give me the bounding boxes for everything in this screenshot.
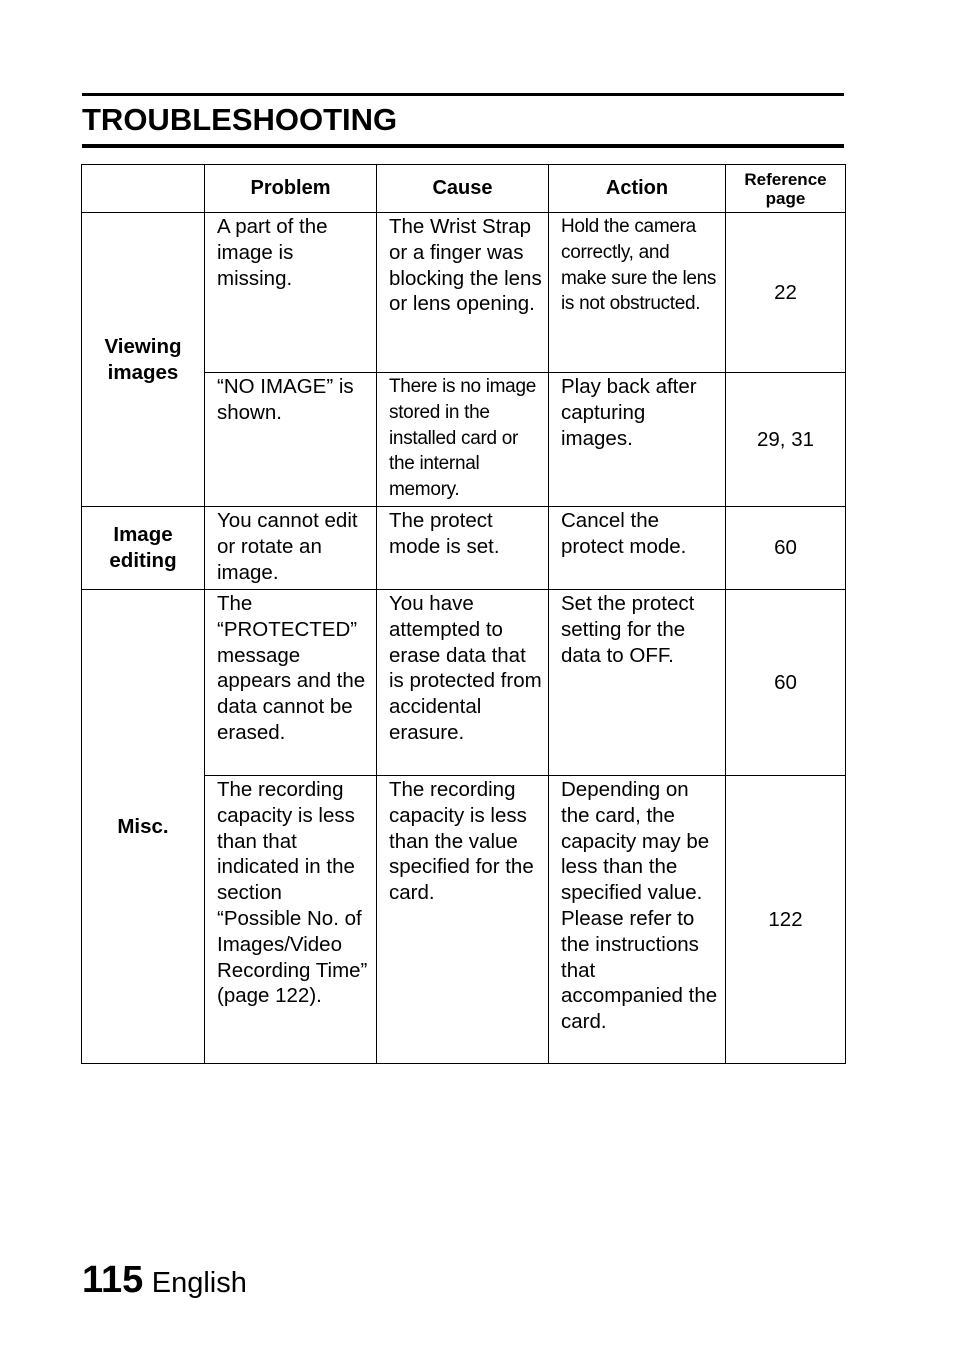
reference-cell: 29, 31 (726, 373, 846, 507)
table-row (82, 590, 846, 776)
header-category (82, 165, 205, 213)
reference-cell: 60 (726, 590, 846, 776)
reference-cell: 60 (726, 507, 846, 590)
page-title: TROUBLESHOOTING (82, 102, 398, 137)
action-cell: Cancel the protect mode. (549, 507, 726, 590)
table-row (82, 213, 846, 373)
action-cell: Depending on the card, the capacity may be less than the specified value. Please refer to the instructions that accompanied the card. (549, 776, 726, 1064)
problem-cell: A part of the image is missing. (205, 213, 377, 373)
header-reference-line2: page (765, 188, 806, 208)
problem-cell: You cannot edit or rotate an image. (205, 507, 377, 590)
category-viewing-images (82, 213, 205, 507)
troubleshooting-table (81, 164, 846, 1064)
page-number: 115 (82, 1259, 144, 1301)
action-cell: Hold the camera correctly, and make sure the lens is not obstructed. (549, 213, 726, 373)
header-cause: Cause (377, 165, 549, 213)
header-action: Action (549, 165, 726, 213)
cause-cell: The Wrist Strap or a finger was blocking the lens or lens opening. (377, 213, 549, 373)
category-image-editing (82, 507, 205, 590)
cause-cell: You have attempted to erase data that is protected from accidental erasure. (377, 590, 549, 776)
action-cell: Play back after capturing images. (549, 373, 726, 507)
page-footer (82, 1256, 247, 1307)
reference-cell: 22 (726, 213, 846, 373)
cause-cell: The protect mode is set. (377, 507, 549, 590)
title-rule-top (82, 93, 844, 96)
reference-cell: 122 (726, 776, 846, 1064)
cause-cell: There is no image stored in the installed card or the internal memory. (377, 373, 549, 507)
title-rule-bottom (82, 144, 844, 148)
problem-cell: “NO IMAGE” is shown. (205, 373, 377, 507)
table-header-row (82, 165, 846, 213)
header-problem: Problem (205, 165, 377, 213)
header-reference (726, 165, 846, 213)
action-cell: Set the protect setting for the data to OFF. (549, 590, 726, 776)
header-reference-line1: Reference (744, 169, 827, 189)
category-misc (82, 590, 205, 1064)
category-label: Viewing images (104, 334, 182, 384)
category-label: Misc. (117, 814, 169, 838)
problem-cell: The recording capacity is less than that indicated in the section “Possible No. of Images/Video Recording Time” (page 122). (205, 776, 377, 1064)
problem-cell: The “PROTECTED” message appears and the data cannot be erased. (205, 590, 377, 776)
page-language: English (151, 1267, 247, 1299)
category-label: Image editing (109, 523, 177, 572)
cause-cell: The recording capacity is less than the value specified for the card. (377, 776, 549, 1064)
table-row (82, 507, 846, 590)
